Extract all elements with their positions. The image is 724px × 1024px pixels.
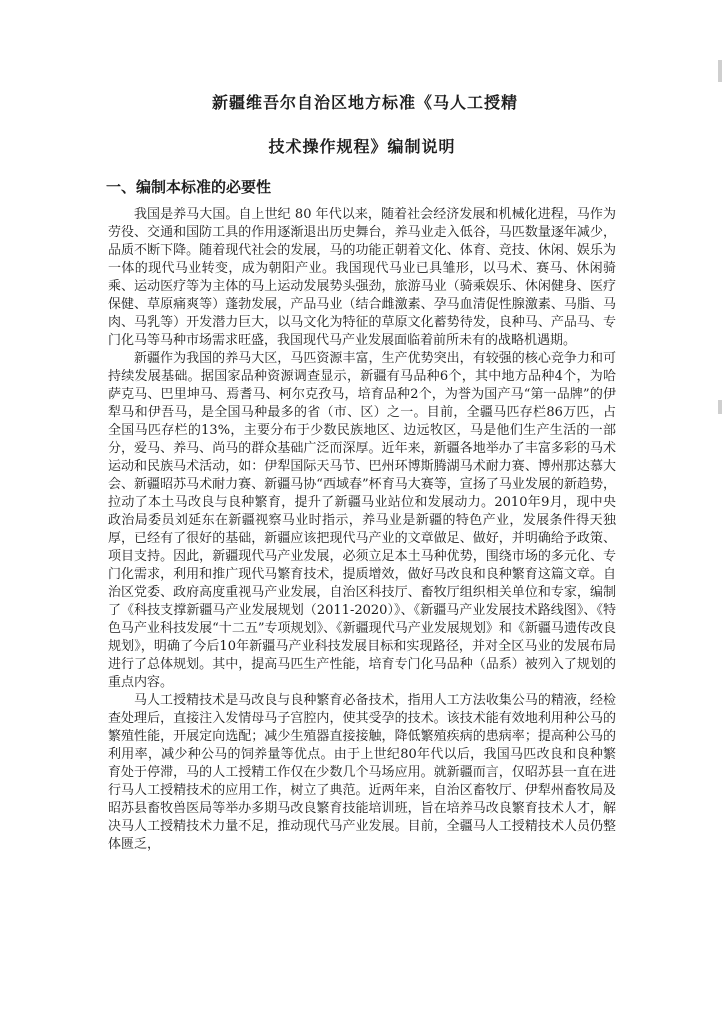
section-heading-necessity: 一、编制本标准的必要性 xyxy=(106,178,272,196)
paragraph: 新疆作为我国的养马大区，马匹资源丰富，生产优势突出，有较强的核心竞争力和可持续发展基础。据国家品种资源调查显示，新疆有马品种6个，其中地方品种4个，为哈萨克马、巴里坤马、焉耆马、柯尔克孜马，培育品种2个，为誉为国产马“第一品牌”的伊犁马和伊吾马，是全国马种最多的省（市、区）之一。目前，全疆马匹存栏86万匹，占全国马匹存栏的13%，主要分布于少数民族地区、边远牧区，马是他们生产生活的一部分，爱马、养马、尚马的群众基础广泛而深厚。近年来，新疆各地举办了丰富多彩的马术运动和民族马术活动，如：伊犁国际天马节、巴州环博斯腾湖马术耐力赛、博州那达慕大会、新疆昭苏马术耐力赛、新疆马协“西域春”杯育马大赛等，宣扬了马业发展的新趋势，拉动了本土马改良与良种繁育，提升了新疆马业站位和发展动力。2010年9月，现中央政治局委员刘延东在新疆视察马业时指示，养马业是新疆的特色产业，发展条件得天独厚，已经有了很好的基础，新疆应该把现代马产业的文章做足、做好，并明确给予政策、项目支持。因此，新疆现代马产业发展，必须立足本土马种优势，围绕市场的多元化、专门化需求，利用和推广现代马繁育技术，提质增效，做好马改良和良种繁育这篇文章。自治区党委、政府高度重视马产业发展，自治区科技厅、畜牧厅组织相关单位和专家，编制了《科技支撑新疆马产业发展规划（2011-2020）》、《新疆马产业发展技术路线图》、《特色马产业科技发展“十二五”专项规划》、《新疆现代马产业发展规划》和《新疆马遗传改良规划》，明确了今后10年新疆马产业科技发展目标和实现路径，并对全区马业的发展布局进行了总体规划。其中，提高马匹生产性能，培育专门化马品种（品系）被列入了规划的重点内容。 xyxy=(108,351,616,690)
scan-edge-mark xyxy=(718,400,722,414)
document-title-line-2: 技术操作规程》编制说明 xyxy=(268,137,456,156)
document-title-line-1: 新疆维吾尔自治区地方标准《马人工授精 xyxy=(211,93,518,112)
paragraph: 马人工授精技术是马改良与良种繁育必备技术，指用人工方法收集公马的精液，经检查处理后，直接注入发情母马子宫腔内，使其受孕的技术。该技术能有效地利用种公马的繁殖性能，开展定向选配；减少生殖器直接接触，降低繁殖疾病的患病率；提高种公马的利用率，减少种公马的饲养量等优点。由于上世纪80年代以后，我国马匹改良和良种繁育处于停滞，马的人工授精工作仅在少数几个马场应用。就新疆而言，仅昭苏县一直在进行马人工授精技术的应用工作，树立了典范。近两年来，自治区畜牧厅、伊犁州畜牧局及昭苏县畜牧兽医局等举办多期马改良繁育技能培训班，旨在培养马改良繁育技术人才，解决马人工授精技术力量不足，推动现代马产业发展。目前，全疆马人工授精技术人员仍整体匮乏， xyxy=(108,693,616,852)
paragraph: 我国是养马大国。自上世纪 80 年代以来，随着社会经济发展和机械化进程，马作为劳役、交通和国防工具的作用逐渐退出历史舞台，养马业走入低谷，马匹数量逐年减少，品质不断下降。随着现代社会的发展，马的功能正朝着文化、体育、竞技、休闲、娱乐为一体的现代马业转变，成为朝阳产业。我国现代马业已具雏形，以马术、赛马、休闲骑乘、运动医疗等为主体的马上运动发展势头强劲，旅游马业（骑乘娱乐、休闲健身、医疗保健、草原痛爽等）蓬勃发展，产品马业（结合雌激素、孕马血清促性腺激素、马脂、马肉、马乳等）开发潜力巨大，以马文化为特征的草原文化蓄势待发，良种马、产品马、专门化马等马种市场需求旺盛，我国现代马产业发展面临着前所未有的战略机遇期。 xyxy=(108,207,616,348)
scan-edge-mark xyxy=(718,60,722,82)
